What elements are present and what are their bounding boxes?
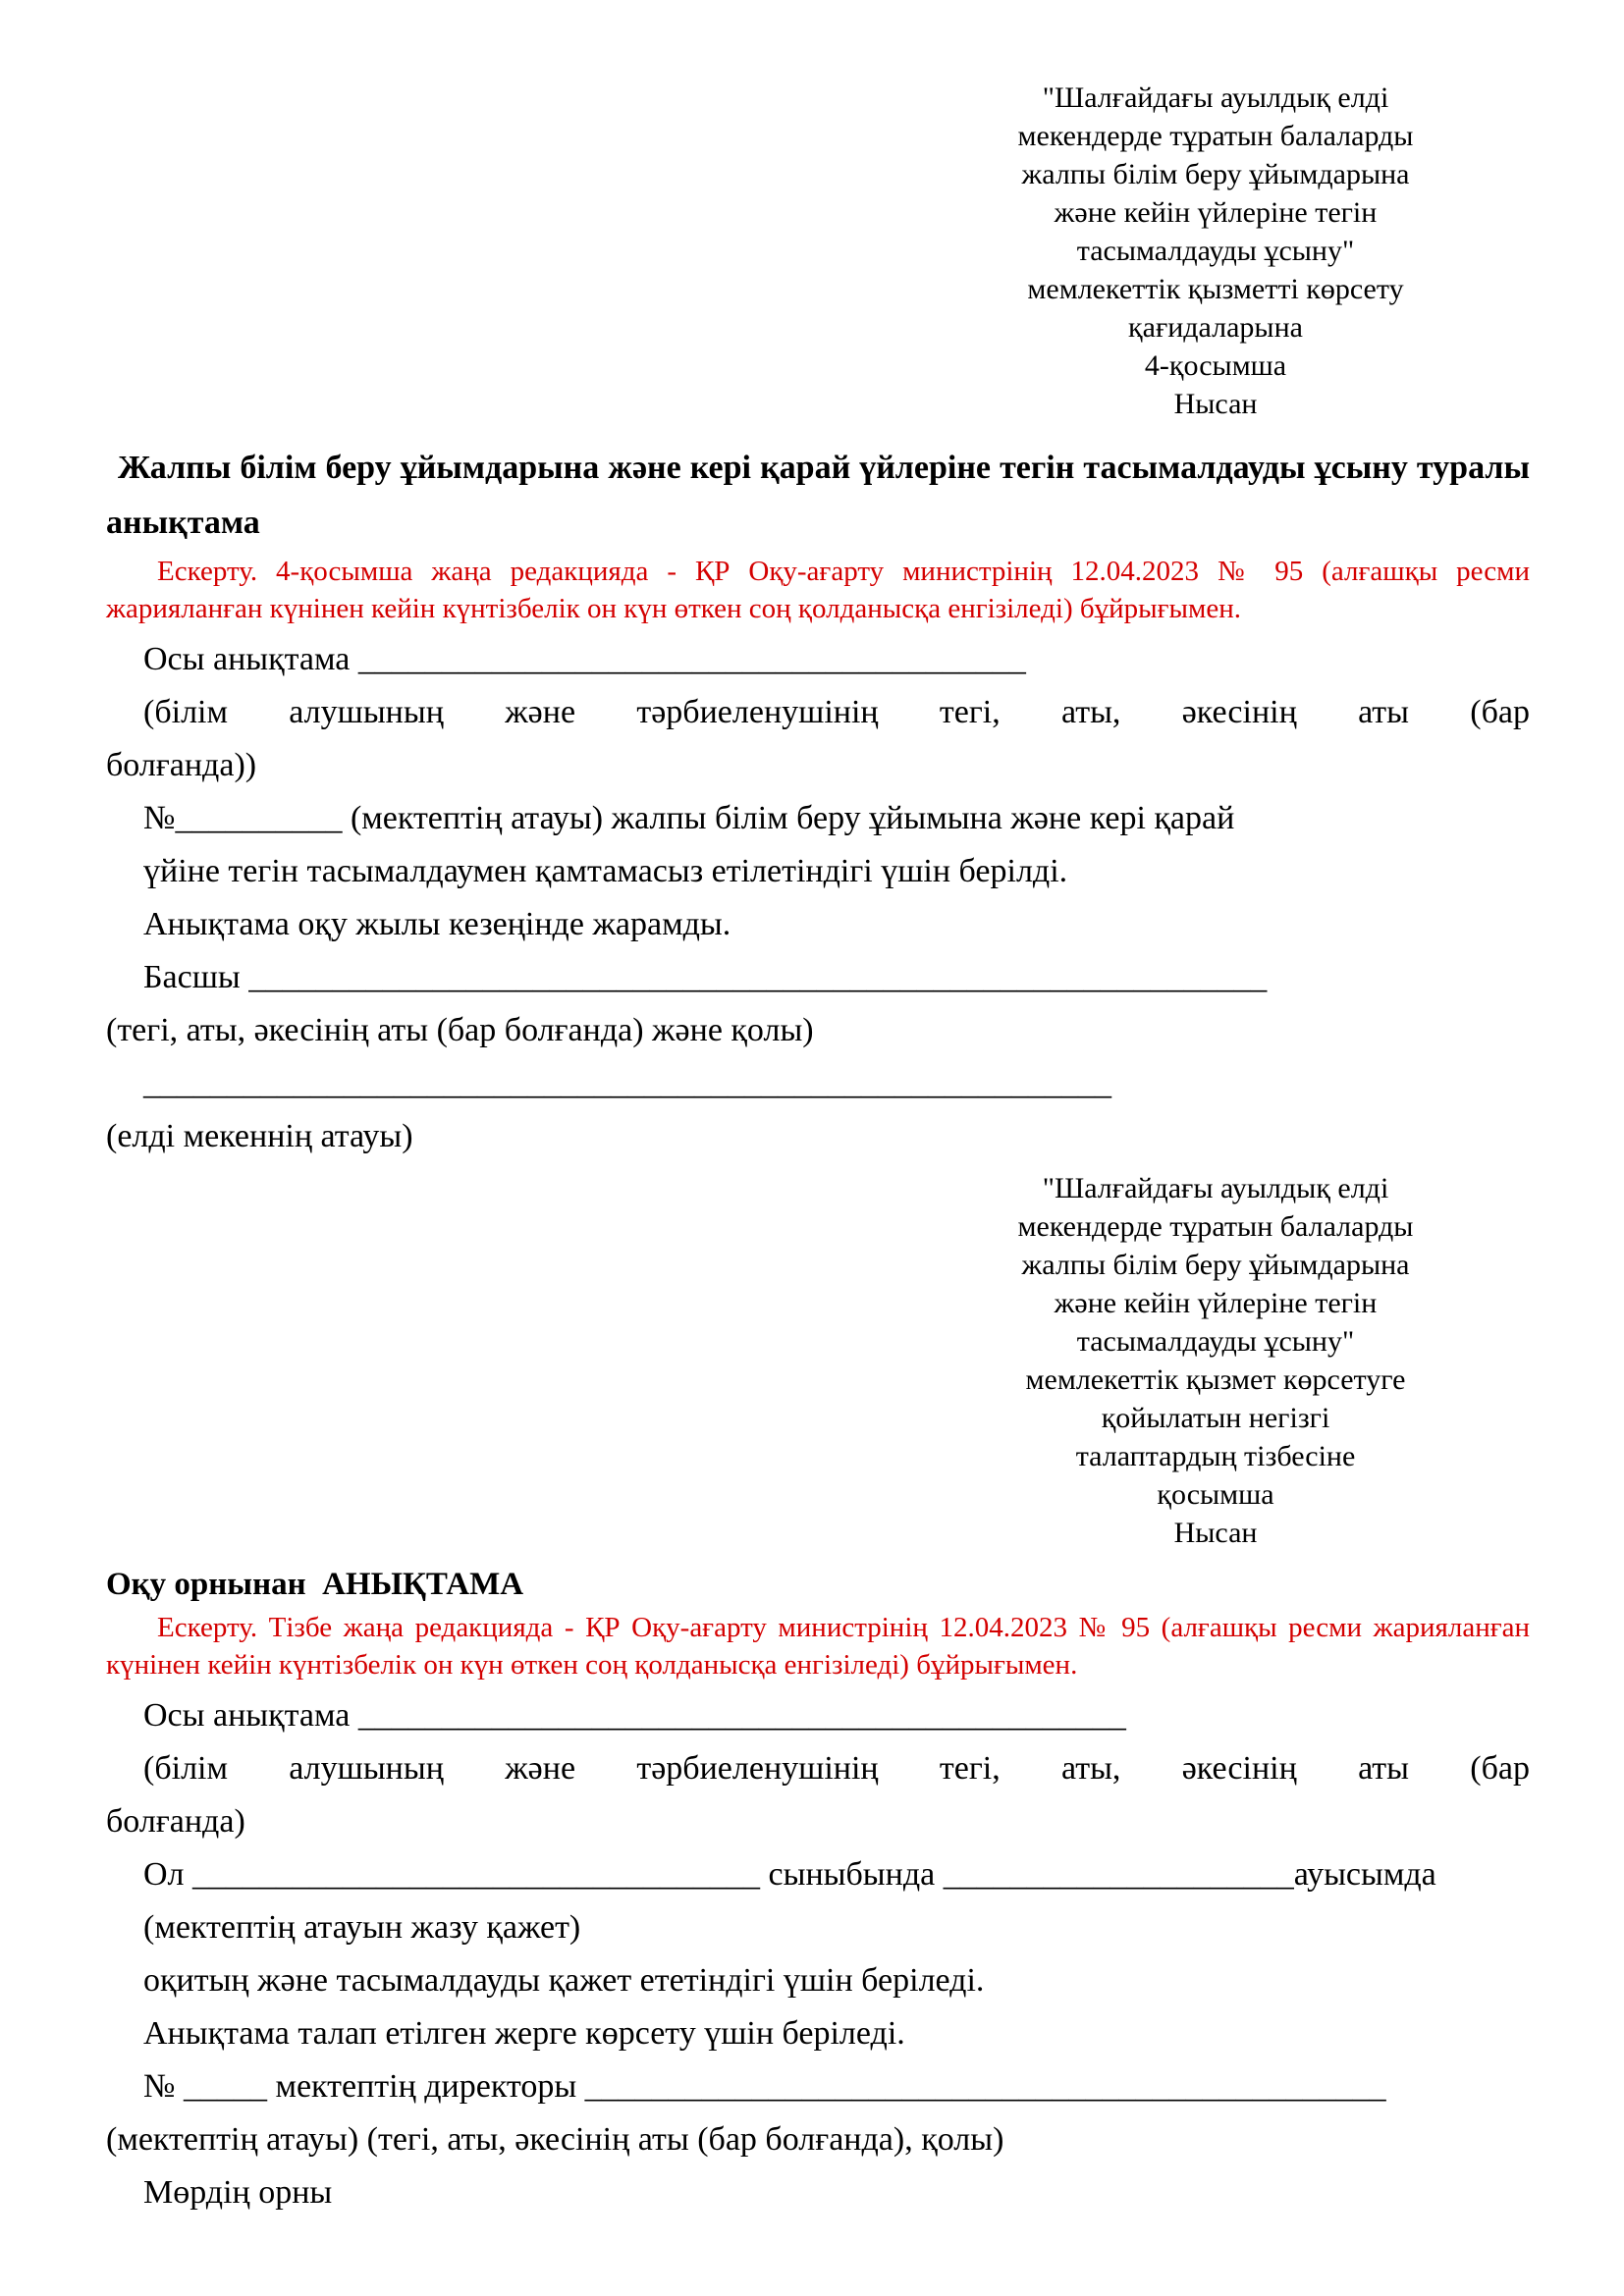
appendix-ref-line: мекендерде тұратын балаларды: [1017, 120, 1414, 152]
certificate-intro-line-2: Осы анықтама ______________________________________________: [143, 1697, 1126, 1734]
appendix-ref-line: "Шалғайдағы ауылдық елді: [1042, 1172, 1389, 1204]
appendix-ref-mid: [980, 1169, 1451, 1552]
main-title: [106, 441, 1530, 551]
appendix-ref-line: талаптардың тізбесіне: [1075, 1440, 1356, 1472]
appendix-ref-line: жалпы білім беру ұйымдарына: [1021, 158, 1410, 190]
head-signature-caption: (тегі, аты, әкесінің аты (бар болғанда) және қолы): [106, 1012, 814, 1048]
appendix-ref-line: Нысан: [1173, 1517, 1258, 1549]
appendix-ref-line: мемлекеттік қызмет көрсетуге: [1025, 1363, 1406, 1396]
settlement-blank-line: __________________________________________________________: [143, 1065, 1111, 1101]
head-signature-line: Басшы _____________________________________________________________: [143, 959, 1268, 995]
appendix-ref-line: қосымша: [1157, 1478, 1274, 1511]
certificate-intro-line: Осы анықтама ________________________________________: [143, 641, 1026, 677]
appendix-ref-line: Нысан: [1173, 388, 1258, 420]
director-signature-caption: (мектептің атауы) (тегі, аты, әкесінің аты (бар болғанда), қолы): [106, 2121, 1004, 2158]
class-shift-line: Ол __________________________________ сыныбында _____________________ауысымда: [143, 1856, 1436, 1893]
student-fio-caption-2a: (білім алушының және тәрбиеленушінің тегі, аты, әкесінің аты (бар: [143, 1750, 1530, 1787]
school-certificate-heading: Оқу орнынан АНЫҚТАМА: [106, 1567, 524, 1602]
appendix-ref-line: қағидаларына: [1128, 311, 1303, 344]
settlement-caption: (елді мекеннің атауы): [106, 1118, 413, 1154]
school-transport-line: үйіне тегін тасымалдаумен қамтамасыз етілетіндігі үшін берілді.: [143, 853, 1068, 889]
school-name-caption: (мектептің атауын жазу қажет): [143, 1909, 581, 1946]
student-fio-caption-a: (білім алушының және тәрбиеленушінің тегі, аты, әкесінің аты (бар: [143, 694, 1530, 730]
amendment-note-top: Ескерту. 4-қосымша жаңа редакцияда - ҚР Оқу-ағарту министрінің 12.04.2023 № 95 (алғашқы ресми жарияланған күнінен кейін күнтізбелік он күн өткен соң қолданысқа енгізіледі) бұйрығымен.: [106, 556, 1530, 624]
appendix-ref-line: және кейін үйлеріне тегін: [1054, 1287, 1378, 1319]
validity-line: Анықтама оқу жылы кезеңінде жарамды.: [143, 906, 731, 942]
student-fio-caption-b: болғанда)): [106, 747, 257, 783]
appendix-ref-line: тасымалдауды ұсыну": [1076, 1325, 1355, 1358]
study-transport-line: оқитың және тасымалдауды қажет ететіндігі үшін беріледі.: [143, 1962, 985, 1999]
main-title-line2: анықтама: [106, 505, 260, 541]
school-number-line: №__________ (мектептің атауы) жалпы білім беру ұйымына және кері қарай: [143, 800, 1235, 836]
appendix-ref-line: тасымалдауды ұсыну": [1076, 235, 1355, 267]
stamp-place-line: Мөрдің орны: [143, 2174, 333, 2211]
appendix-ref-line: "Шалғайдағы ауылдық елді: [1042, 81, 1389, 114]
appendix-ref-line: және кейін үйлеріне тегін: [1054, 196, 1378, 229]
appendix-ref-top: [980, 79, 1451, 423]
amendment-note-mid: Ескерту. Тізбе жаңа редакцияда - ҚР Оқу-ағарту министрінің 12.04.2023 № 95 (алғашқы ресми жарияланған күнінен кейін күнтізбелік он күн өткен соң қолданысқа енгізіледі) бұйрығымен.: [106, 1612, 1530, 1681]
appendix-ref-line: мемлекеттік қызметті көрсету: [1027, 273, 1404, 305]
main-title-line1: Жалпы білім беру ұйымдарына және кері қарай үйлеріне тегін тасымалдауды ұсыну туралы: [118, 450, 1530, 486]
director-signature-line: № _____ мектептің директоры ________________________________________________: [143, 2068, 1386, 2105]
appendix-ref-line: 4-қосымша: [1144, 349, 1287, 382]
appendix-ref-line: қойылатын негізгі: [1101, 1402, 1330, 1434]
purpose-line: Анықтама талап етілген жерге көрсету үшін беріледі.: [143, 2015, 905, 2052]
appendix-ref-line: жалпы білім беру ұйымдарына: [1021, 1249, 1410, 1281]
student-fio-caption-2b: болғанда): [106, 1803, 245, 1840]
appendix-ref-line: мекендерде тұратын балаларды: [1017, 1210, 1414, 1243]
